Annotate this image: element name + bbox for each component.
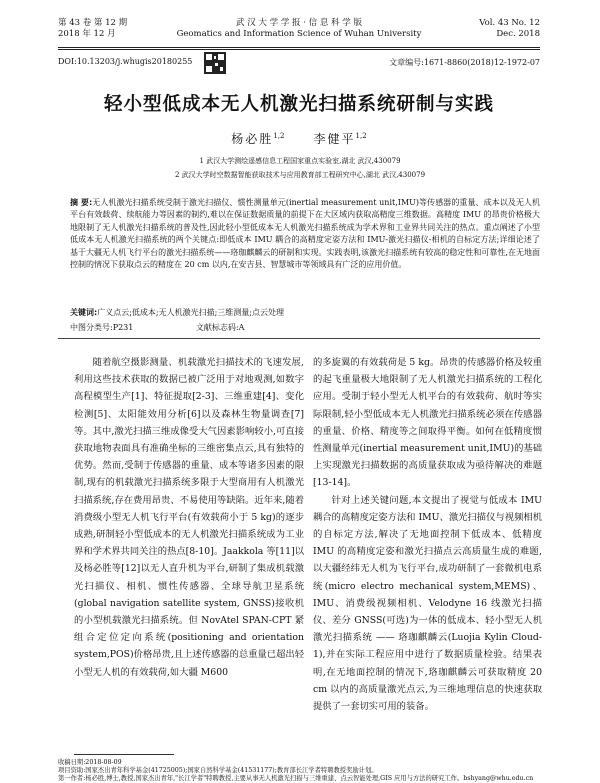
abstract	[70, 197, 540, 271]
author-list	[58, 130, 540, 147]
footnote-received: 收稿日期:2018-08-09	[58, 759, 122, 766]
classification	[70, 322, 540, 334]
date-en: Dec. 2018	[496, 29, 540, 39]
footnote-funding: 项目资助:国家杰出青年科学基金(41725005);国家自然科学基金(41531177);教育部长江学者特聘教授奖励计划。	[58, 767, 378, 774]
abstract-label: 摘 要:	[70, 198, 93, 207]
footnote-author: 第一作者:杨必胜,博士,教授,国家杰出青年,"长江学者"特聘教授,主要从事无人机激光扫描与三维重建、点云智能处理,GIS 应用与方法的研究工作。bshyang@whu.edu.cn	[58, 775, 534, 782]
article-number: 文章编号:1671-8860(2018)12-1972-07	[389, 58, 540, 67]
abstract-text: 无人机激光扫描系统受制于激光扫描仪、惯性测量单元(inertial measurement unit,IMU)等传感器的重量、成本以及无人机平台有效载荷、续航能力等因素的制约,难以在保证数据质量的前提下在大区域内获取高精度三维数据。高精度 IMU 的昂贵价格极大地限制了无人机激光扫描系统的普及性,因此轻小型低成本无人机激光扫描系统成为学术界和工业界共同关注的热点。重点阐述了小型低成本无人机激光扫描系统的两个关键点:即低成本 IMU 耦合的高精度定姿方法和 IMU-激光扫描仪-相机的自标定方法;详细论述了基于大疆无人机飞行平台的激光扫描系统——珞珈麒麟云的研制和实现。实践表明,该激光扫描系统有较高的稳定性和可靠性,在无地面控制的情况下获取点云的精度在 20 cm 以内,在安吉县、智慧城市等领域具有广泛的应用价值。	[70, 198, 540, 270]
volume-cn: 第 43 卷 第 12 期	[58, 18, 128, 28]
body-paragraph: 随着航空摄影测量、机载激光扫描技术的飞速发展,利用这些技术获取的数据已被广泛用于对地观测,如数字高程模型生产[1]、特征提取[2-3]、三维重建[4]、变化检测[5]、太阳能效用分析[6]以及森林生物量调查[7]等。其中,激光扫描三维成像受大气因素影响较小,可直接获取地物表面具有准确坐标的三维密集点云,具有独特的优势。然而,受制于传感器的重量、成本等诸多因素的限制,现有的机载激光扫描系统多限于大型商用有人机激光扫描系统,存在费用昂贵、不易使用等缺陷。近年来,随着消费级小型无人机飞行平台(有效载荷小于 5 kg)的逐步成熟,研制轻小型低成本的无人机激光扫描系统成为工业界和学术界共同关注的热点[8-10]。Jaakkola 等[11]以及杨必胜等[12]以无人直升机为平台,研制了集成机载激光扫描仪、相机、惯性传感器、全球导航卫星系统(global navigation satellite system, GNSS)接收机的小型机载激光扫描系统。但 NovAtel SPAN-CPT 紧组合定位定向系统(positioning and orientation system,POS)价格昂贵,且上述传感器的总重量已超出轻小型无人机的有效载荷,如大疆 M600	[74, 357, 304, 678]
header-rule-top	[58, 47, 540, 48]
header-center	[58, 18, 540, 40]
body-paragraph: 针对上述关键问题,本文提出了视觉与低成本 IMU 耦合的高精度定姿方法和 IMU、激光扫描仪与视频相机的自标定方法,解决了无地面控制下低成本、低精度 IMU 的高精度定姿和激光扫描点云高质量生成的难题,以大疆经纬无人机为飞行平台,成功研制了一套微机电系统(micro electro mechanical system,MEMS)、IMU、消费级视频相机、Velodyne 16 线激光扫描仪、差分 GNSS(可选)为一体的低成本、轻小型无人机激光扫描系统 —— 珞珈麒麟云(Luojia Kylin Cloud-1),并在实际工程应用中进行了数据质量检验。结果表明,在无地面控制的情况下,珞珈麒麟云可获取精度 20 cm 以内的高质量激光点云,为三维地理信息的快速获取提供了一套切实可用的装备。	[313, 494, 542, 713]
header-rule-bottom	[58, 49, 540, 50]
section-divider	[58, 338, 540, 339]
author-name: 杨必胜	[231, 132, 274, 146]
author-affil-sup: 1,2	[355, 132, 367, 140]
affiliation-2: 2 武汉大学时空数据智能获取技术与应用教育部工程研究中心,湖北 武汉,430079	[174, 171, 426, 179]
footnote-rule	[74, 754, 174, 755]
running-header	[58, 18, 540, 48]
clc-number: 中图分类号:P231	[70, 323, 134, 332]
qr-code-icon	[204, 52, 226, 74]
body-paragraph: 的多旋翼的有效载荷是 5 kg。昂贵的传感器价格及较重的起飞重量极大地限制了无人机激光扫描系统的工程化应用。受制于轻小型无人机平台的有效载荷、航时等实际限制,轻小型低成本无人机激光扫描系统必须在传感器的重量、价格、精度等之间取得平衡。如何在低精度惯性测量单元(inertial measurement unit,IMU)的基础上实现激光扫描数据的高质量获取成为亟待解决的难题[13-14]。	[313, 357, 542, 489]
journal-name-cn: 武 汉 大 学 学 报 · 信 息 科 学 版	[236, 18, 362, 28]
author-name: 李健平	[313, 132, 356, 146]
keywords-label: 关键词:	[70, 308, 98, 317]
paper-title: 轻小型低成本无人机激光扫描系统研制与实践	[103, 94, 494, 115]
keywords	[70, 307, 540, 319]
doi: DOI:10.13203/j.whugis20180255	[58, 57, 193, 66]
volume-en: Vol. 43 No. 12	[479, 18, 540, 28]
author-affil-sup: 1,2	[273, 132, 285, 140]
body-column-left	[74, 354, 304, 681]
body-column-right	[313, 354, 542, 715]
journal-name-en: Geomatics and Information Science of Wuhan University	[176, 29, 422, 39]
affiliation-1: 1 武汉大学测绘遥感信息工程国家重点实验室,湖北 武汉,430079	[199, 157, 401, 165]
date-cn: 2018 年 12 月	[58, 29, 116, 39]
header-right	[479, 18, 540, 40]
keywords-text: 广义点云;低成本;无人机激光扫描;三维测量;点云处理	[97, 308, 284, 317]
document-code: 文献标志码:A	[195, 323, 245, 332]
